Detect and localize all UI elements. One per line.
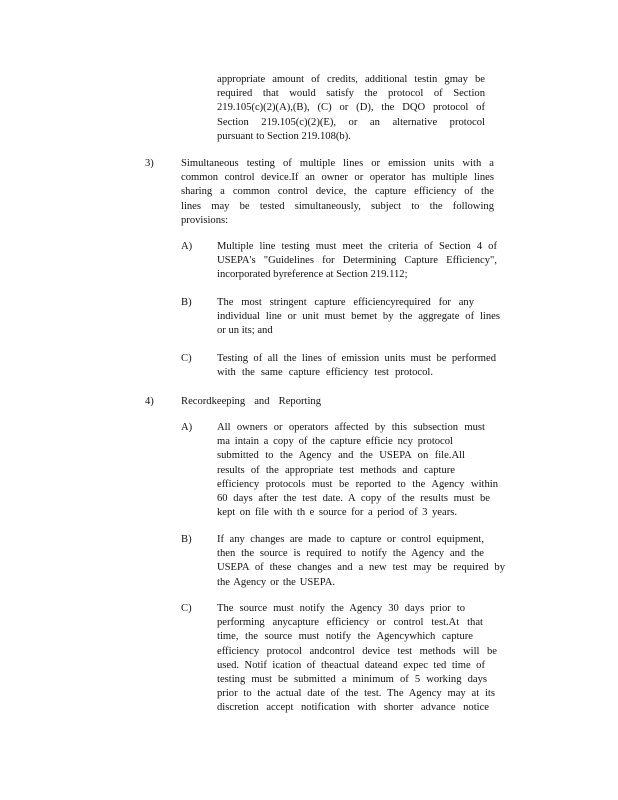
item-4c-line: testing must be submitted a minimum of 5 working days (217, 674, 487, 686)
item-3a-line: USEPA's "Guidelines for Determining Capture Efficiency", (217, 255, 497, 267)
item-3-label: 3) (145, 158, 154, 169)
intro-line: 219.105(c)(2)(A),(B), (C) or (D), the DQO protocol of (217, 102, 485, 114)
item-3b-line: The most stringent capture efficiencyrequired for any (217, 297, 474, 308)
item-4-label: 4) (145, 396, 154, 407)
item-4a-line: 60 days after the test date. A copy of the results must be (217, 493, 490, 505)
item-4c-line: discretion accept notification with shorter advance notice (217, 702, 489, 714)
item-4b-line: If any changes are made to capture or control equipment, (217, 534, 484, 545)
item-3-line: Simultaneous testing of multiple lines or emission units with a (181, 158, 494, 169)
item-4c-line: prior to the actual date of the test. The Agency may at its (217, 688, 495, 700)
item-4-line: Recordkeeping and Reporting (181, 396, 321, 407)
item-3b-line: individual line or unit must bemet by the aggregate of lines (217, 311, 500, 323)
item-4c-line: The source must notify the Agency 30 days prior to (217, 603, 465, 614)
item-3c-label: C) (181, 353, 192, 364)
item-4a-line: ma intain a copy of the capture efficie ncy protocol (217, 436, 453, 448)
intro-line: Section 219.105(c)(2)(E), or an alternative protocol (217, 116, 485, 128)
item-4b-line: USEPA of these changes and a new test may be required by (217, 562, 505, 574)
item-3c-line: Testing of all the lines of emission units must be performed (217, 353, 496, 364)
item-4a-label: A) (181, 422, 193, 433)
item-4-heading (181, 395, 321, 409)
item-3a-line: incorporated byreference at Section 219.112; (217, 269, 408, 281)
item-4a-line: submitted to the Agency and the USEPA on file.All (217, 450, 465, 462)
item-4c-line: efficiency protocol andcontrol device test methods will be (217, 645, 497, 657)
item-3-line: common control device.If an owner or operator has multiple lines (181, 172, 494, 184)
item-4a-line: efficiency protocols must be reported to the Agency within (217, 478, 498, 490)
item-3a-label: A) (181, 241, 193, 252)
intro-line: appropriate amount of credits, additional testin gmay be (217, 74, 485, 85)
item-3b-label: B) (181, 297, 192, 308)
intro-paragraph (217, 73, 485, 144)
item-3c-line: with the same capture efficiency test protocol. (217, 367, 433, 379)
item-3-line: sharing a common control device, the capture efficiency of the (181, 186, 494, 198)
intro-line: pursuant to Section 219.108(b). (217, 130, 351, 142)
item-3-paragraph (181, 157, 494, 228)
item-4b-line: the Agency or the USEPA. (217, 576, 335, 588)
item-3a-paragraph (217, 240, 497, 283)
intro-line: required that would satisfy the protocol of Section (217, 88, 485, 100)
item-4c-paragraph (217, 602, 497, 716)
item-4c-line: time, the source must notify the Agencywhich capture (217, 631, 473, 643)
item-4c-line: used. Notif ication of theactual dateand expec ted time of (217, 659, 485, 671)
item-4c-label: C) (181, 603, 192, 614)
item-4a-line: kept on file with th e source for a period of 3 years. (217, 507, 457, 519)
item-4a-line: results of the appropriate test methods and capture (217, 464, 455, 476)
item-3b-line: or un its; and (217, 325, 273, 337)
item-3-line: provisions: (181, 214, 229, 226)
item-4b-label: B) (181, 534, 192, 545)
item-4b-paragraph (217, 533, 505, 590)
item-3-line: lines may be tested simultaneously, subject to the following (181, 200, 494, 212)
item-4a-paragraph (217, 421, 498, 520)
item-4a-line: All owners or operators affected by this subsection must (217, 422, 485, 433)
item-4b-line: then the source is required to notify the Agency and the (217, 548, 484, 560)
item-3b-paragraph (217, 296, 500, 339)
item-4c-line: performing anycapture efficiency or control test.At that (217, 617, 483, 629)
item-3a-line: Multiple line testing must meet the criteria of Section 4 of (217, 241, 497, 252)
item-3c-paragraph (217, 352, 496, 380)
